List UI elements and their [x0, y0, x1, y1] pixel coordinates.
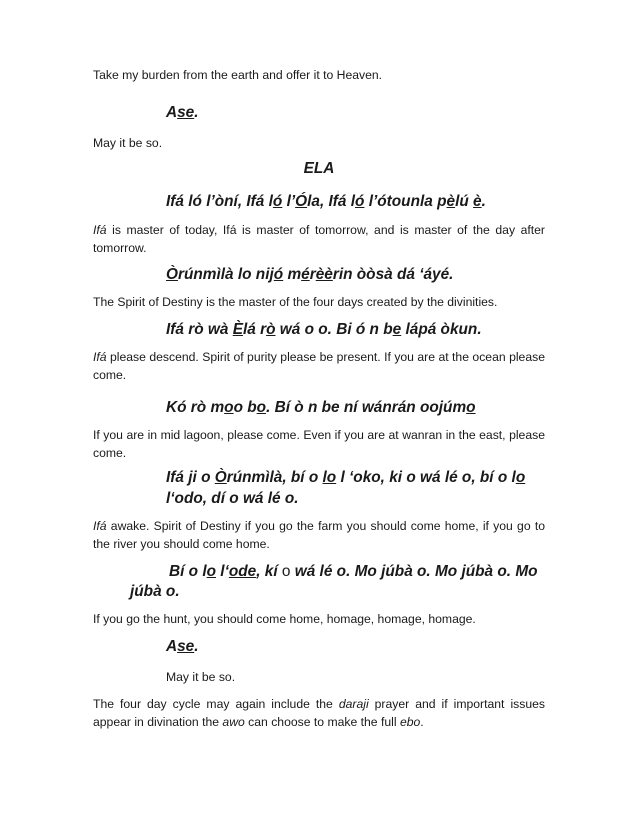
- v1-k: .: [481, 193, 486, 210]
- v2-g: èè: [315, 266, 333, 283]
- v5-l1f: , bí o l: [471, 469, 516, 486]
- verse-5-line-2: l‘odo, dí o wá lé o.: [166, 490, 299, 507]
- paragraph-may-it-be-so-2: May it be so.: [166, 670, 236, 684]
- verse-6-line-2: júbà o.: [130, 583, 180, 600]
- section-title-ela: ELA: [303, 160, 335, 177]
- paragraph-mid-lagoon: If you are in mid lagoon, please come. Even if you are at wanran in the east, please come.: [93, 428, 545, 460]
- v6-f: o: [281, 563, 291, 580]
- v5-l1d: lo: [322, 469, 337, 486]
- verse-1: [166, 190, 486, 214]
- ase-verse-1: [166, 101, 199, 125]
- p10-daraji: daraji: [338, 697, 369, 711]
- v3-f: e: [392, 321, 402, 338]
- v4-a: Kó rò m: [166, 399, 225, 416]
- v6-d: ode: [228, 563, 257, 580]
- v4-e: . Bí ò n be ní wánrán oojúm: [266, 399, 467, 416]
- v5-l1c: rúnmìlà, bí o: [226, 469, 323, 486]
- p10-awo: awo: [222, 715, 245, 729]
- v5-l1g: o: [515, 469, 526, 486]
- paragraph-spirit-of-destiny: The Spirit of Destiny is the master of the four days created by the divinities.: [93, 295, 498, 309]
- v1-b: ó: [272, 193, 283, 210]
- paragraph-may-it-be-so: May it be so.: [93, 136, 163, 150]
- ase-verse-2: [166, 635, 199, 659]
- ase-c: .: [194, 104, 199, 121]
- paragraph-burden: Take my burden from the earth and offer it to Heaven.: [93, 68, 383, 82]
- v6-a: Bí o l: [169, 563, 207, 580]
- v3-d: ò: [266, 321, 276, 338]
- verse-3: [166, 318, 482, 342]
- v4-d: o: [256, 399, 267, 416]
- v6-b: o: [206, 563, 217, 580]
- paragraph-hunt: If you go the hunt, you should come home, homage, homage, homage.: [93, 612, 476, 626]
- v2-f: r: [309, 266, 316, 283]
- v5-l1b: Ò: [214, 469, 227, 486]
- v4-c: o b: [233, 399, 257, 416]
- v3-g: lápá òkun.: [401, 321, 482, 338]
- v6-e: , kí: [256, 563, 282, 580]
- v4-f: o: [466, 399, 476, 416]
- v2-c: ó: [273, 266, 284, 283]
- ase2-b: se: [177, 638, 195, 655]
- paragraph-ifa-awake: [93, 517, 545, 553]
- p10-g: .: [420, 715, 424, 729]
- p10-a: The four day cycle may again include the: [93, 697, 339, 711]
- p10-e: can choose to make the full: [244, 715, 400, 729]
- p10-ebo: ebo: [399, 715, 421, 729]
- p7-italic: Ifá: [93, 519, 107, 533]
- ase2-c: .: [194, 638, 199, 655]
- ase-a: A: [166, 104, 178, 121]
- v2-e: é: [301, 266, 310, 283]
- v2-a: Ò: [166, 266, 178, 283]
- v1-h: è: [446, 193, 456, 210]
- v6-g: wá lé o. Mo júbà o. Mo júbà o. Mo: [290, 563, 538, 580]
- v2-b: rúnmìlà lo nij: [177, 266, 274, 283]
- verse-4: [166, 396, 476, 420]
- paragraph-four-day-cycle: [93, 695, 545, 731]
- p5-italic: Ifá: [93, 350, 107, 364]
- paragraph-ifa-master: [93, 221, 545, 257]
- v3-c: lá r: [242, 321, 267, 338]
- v3-a: Ifá rò wà: [166, 321, 233, 338]
- ase2-a: A: [166, 638, 178, 655]
- v6-c: l‘: [216, 563, 229, 580]
- v1-j: è: [473, 193, 482, 210]
- p7-rest: awake. Spirit of Destiny if you go the farm you should come home, if you go to the river you should come home.: [93, 519, 545, 551]
- v5-l1e: l ‘oko, ki o wá lé o: [336, 469, 472, 486]
- v2-h: rin òòsà dá ‘áyé.: [332, 266, 454, 283]
- v1-g: l’ótounla p: [364, 193, 447, 210]
- v1-e: la, Ifá l: [307, 193, 356, 210]
- paragraph-ifa-descend: [93, 348, 545, 384]
- v5-l1a: Ifá ji o: [166, 469, 215, 486]
- verse-2: [166, 263, 453, 287]
- v1-c: l’: [282, 193, 296, 210]
- verse-6-line-1: [169, 560, 545, 584]
- p5-rest: please descend. Spirit of purity please be present. If you are at the ocean please come.: [93, 350, 545, 382]
- v3-b: È: [232, 321, 243, 338]
- p3-italic: Ifá: [93, 223, 107, 237]
- v1-f: ó: [355, 193, 365, 210]
- p3-rest: is master of today, Ifá is master of tomorrow, and is master of the day after tomorrow.: [93, 223, 545, 255]
- ase-b: se: [177, 104, 195, 121]
- v3-e: wá o o. Bi ó n b: [275, 321, 393, 338]
- v1-i: lú: [455, 193, 474, 210]
- v4-b: o: [224, 399, 234, 416]
- v1-a: Ifá ló l’òní, Ifá l: [166, 193, 273, 210]
- v2-d: m: [283, 266, 302, 283]
- p10-c: prayer and if important issues appear in divination the: [93, 697, 545, 729]
- v1-d: Ó: [295, 193, 308, 210]
